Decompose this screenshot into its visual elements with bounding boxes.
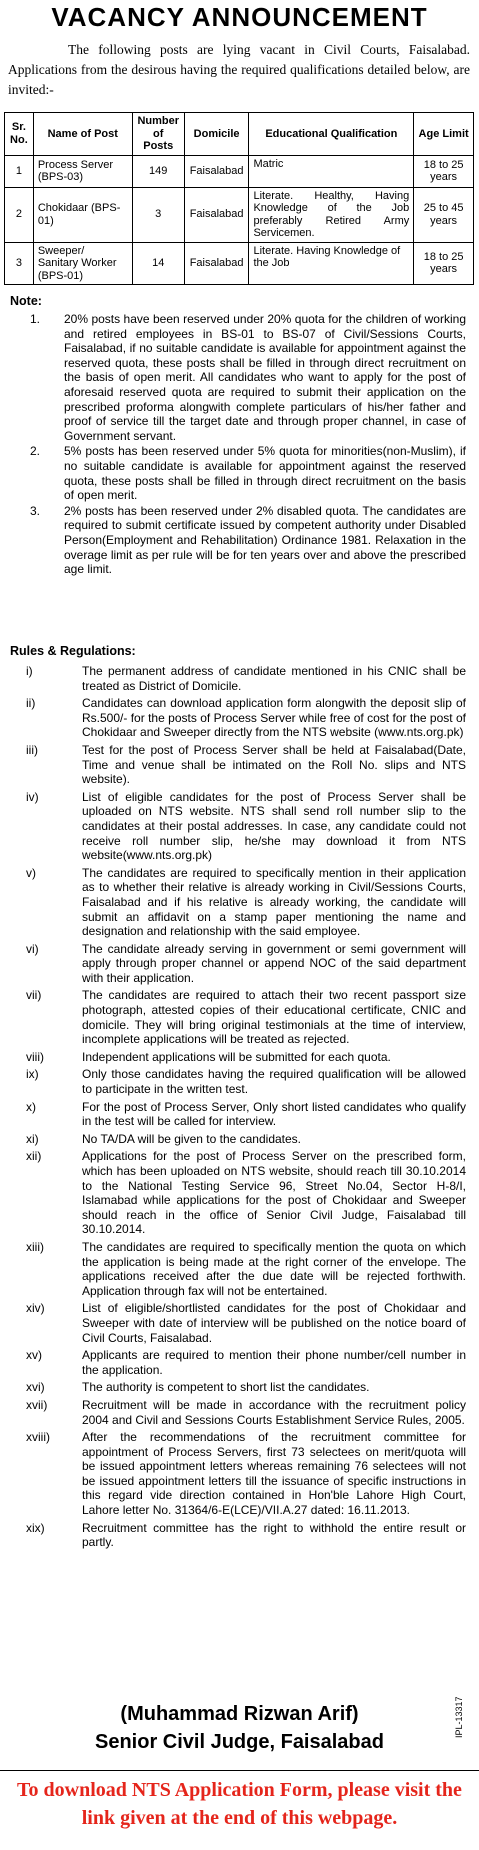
posts-table — [4, 112, 474, 285]
side-code: IPL-13317 — [454, 1696, 464, 1738]
rule-text: Applicants are required to mention their phone number/cell number in the application. — [82, 1348, 466, 1377]
rule-text: For the post of Process Server, Only short listed candidates who qualify in the test will be called for interview. — [82, 1099, 466, 1129]
note-number: 1. — [30, 312, 41, 326]
rule-text: Candidates can download application form alongwith the deposit slip of Rs.500/- for the posts of Process Server while free of cost for the post of Chokidaar and Sweeper directly from the NTS website (www.nts.org.pk) — [82, 696, 466, 740]
cell-age: 25 to 45 years — [414, 187, 474, 242]
page-title: VACANCY ANNOUNCEMENT — [51, 2, 428, 32]
notes-list — [30, 312, 466, 578]
rule-text: After the recommendations of the recruitment committee for appointment of Process Servers, first 73 selectees on merit/quota will be issued appointment letters whereas remaining 76 selectees will not be issued appointment letters till the issuance of specific instructions in this regard vide direction contained in Hon'ble Lahore High Court, Lahore letter No. 31364/6-E(LCE)/VII.A.27 dated: 16.11.2013. — [82, 1430, 466, 1518]
note-number: 3. — [30, 503, 41, 518]
list-item — [26, 1398, 466, 1427]
note-text: 2% posts has been reserved under 2% disabled quota. The candidates are required to submit certificate issued by competent authority under Disabled Person(Employment and Rehabilitation) Ordinance 1981. Relaxation in the overage limit as per rule will be for ten years over and above the prescribed age limit. — [64, 503, 466, 577]
signature-block — [0, 1700, 479, 1756]
rule-number: vii) — [26, 988, 42, 1003]
rule-number: v) — [26, 865, 36, 880]
list-item — [26, 1100, 466, 1129]
cell-count: 3 — [132, 187, 184, 242]
header-post-name: Name of Post — [33, 113, 132, 156]
list-item — [26, 1050, 466, 1065]
header-sr-no: Sr. No. — [5, 113, 34, 156]
table-row — [5, 187, 474, 242]
list-item — [30, 312, 466, 443]
rule-number: viii) — [26, 1049, 44, 1064]
list-item — [26, 1430, 466, 1518]
list-item — [26, 942, 466, 986]
rule-number: xviii) — [26, 1430, 50, 1445]
rule-text: No TA/DA will be given to the candidates. — [82, 1131, 302, 1146]
rule-text: Test for the post of Process Server shall be held at Faisalabad(Date, Time and venue shall be intimated on the Roll No. slips and NTS website). — [82, 742, 466, 787]
rule-number: xii) — [26, 1149, 42, 1164]
cell-sr: 3 — [5, 242, 34, 285]
header-qualification: Educational Qualification — [249, 113, 414, 156]
rule-number: ii) — [26, 696, 36, 711]
list-item — [26, 866, 466, 939]
rule-number: ix) — [26, 1067, 39, 1082]
list-item — [26, 1301, 466, 1345]
table-row — [5, 242, 474, 285]
cell-sr: 2 — [5, 187, 34, 242]
rule-text: Recruitment committee has the right to withhold the entire result or partly. — [82, 1520, 466, 1550]
list-item — [26, 790, 466, 863]
rule-number: xi) — [26, 1131, 39, 1146]
cell-count: 14 — [132, 242, 184, 285]
notes-heading: Note: — [10, 294, 42, 308]
list-item — [26, 1380, 466, 1395]
note-number: 2. — [30, 444, 41, 459]
rule-text: The permanent address of candidate mentioned in his CNIC shall be treated as District of Domicile. — [82, 664, 466, 693]
rule-text: The candidate already serving in government or semi government will apply through proper channel or append NOC of the said department with their application. — [82, 941, 466, 985]
list-item — [26, 1348, 466, 1377]
rule-text: The candidates are required to attach their two recent passport size photograph, attested copies of their educational certificate, CNIC and domicile. They will bring original testimonials at the time of interview, incomplete applications will be treated as rejected. — [82, 988, 466, 1047]
rule-number: xvi) — [26, 1380, 45, 1395]
divider — [0, 1770, 479, 1771]
cell-post: Process Server (BPS-03) — [33, 155, 132, 187]
intro-paragraph: The following posts are lying vacant in Civil Courts, Faisalabad. Applications from the desirous having the required qualifications detailed below, are invited:- — [8, 42, 470, 97]
header-domicile: Domicile — [184, 113, 249, 156]
list-item — [30, 504, 466, 577]
cell-age: 18 to 25 years — [414, 155, 474, 187]
header-number-of-posts: Number of Posts — [132, 113, 184, 156]
list-item — [26, 743, 466, 787]
rule-number: i) — [26, 664, 33, 678]
rule-number: xiv) — [26, 1301, 45, 1316]
rule-text: Only those candidates having the required qualification will be allowed to participate in the written test. — [82, 1067, 466, 1097]
rule-number: iv) — [26, 789, 39, 804]
rule-number: vi) — [26, 941, 39, 956]
cell-count: 149 — [132, 155, 184, 187]
header-age-limit: Age Limit — [414, 113, 474, 156]
download-notice: To download NTS Application Form, please visit the link given at the end of this webpage. — [17, 1779, 462, 1829]
rule-text: List of eligible candidates for the post of Process Server shall be uploaded on NTS website. NTS shall send roll number slip to the candidates at their postal addresses. In case, any candidate could not receive roll number slip, he/she may download it from NTS website(www.nts.org.pk) — [82, 789, 466, 863]
list-item — [26, 696, 466, 740]
rule-text: The candidates are required to specifically mention the quota on which the application is being made at the right corner of the envelope. The applications received after the due date will be rejected forthwith. Application through fax will not be entertained. — [82, 1239, 466, 1298]
cell-domicile: Faisalabad — [184, 155, 249, 187]
list-item — [26, 1149, 466, 1237]
signature-title: Senior Civil Judge, Faisalabad — [95, 1731, 384, 1753]
cell-qualification: Literate. Healthy, Having Knowledge of the Job preferably Retired Army Servicemen. — [249, 187, 414, 242]
rules-heading: Rules & Regulations: — [10, 644, 136, 658]
rule-text: The candidates are required to specifically mention in their application as to whether their relative is already working in Civil/Sessions Courts, Faisalabad and if his relative is already working, the candidate will submit an affidavit on a stamp paper mentioning the name and designation and relationship with the said employee. — [82, 865, 466, 939]
rule-text: Recruitment will be made in accordance with the recruitment policy 2004 and Civil and Sessions Courts Establishment Service Rules, 2005. — [82, 1397, 466, 1427]
rule-number: xiii) — [26, 1239, 44, 1254]
rule-text: List of eligible/shortlisted candidates for the post of Chokidaar and Sweeper with date of interview will be published on the notice board of Civil Courts, Faisalabad. — [82, 1301, 466, 1345]
rule-text: Applications for the post of Process Server on the prescribed form, which has been uploaded on NTS website, should reach till 30.10.2014 to the National Testing Service 96, Street No.04, Sector H-8/I, Islamabad while applications for the post of Chokidaar and Sweeper should reach in the office of Senior Civil Judge, Faisalabad till 30.10.2014. — [82, 1149, 466, 1237]
cell-post: Chokidaar (BPS-01) — [33, 187, 132, 242]
list-item — [30, 444, 466, 502]
list-item — [26, 1240, 466, 1298]
rule-number: xix) — [26, 1520, 45, 1535]
list-item — [26, 988, 466, 1046]
rule-number: x) — [26, 1099, 36, 1114]
table-row — [5, 155, 474, 187]
note-text: 5% posts has been reserved under 5% quota for minorities(non-Muslim), if no suitable candidate is available for appointment against the reserved quota, these posts shall be filled in through direct recruitment on the basis of open merit. — [64, 444, 466, 503]
table-header-row — [5, 113, 474, 156]
rule-text: Independent applications will be submitted for each quota. — [82, 1049, 391, 1064]
rule-number: xv) — [26, 1348, 42, 1363]
rule-text: The authority is competent to short list the candidates. — [82, 1380, 370, 1395]
rule-number: iii) — [26, 742, 38, 757]
cell-age: 18 to 25 years — [414, 242, 474, 285]
cell-qualification: Literate. Having Knowledge of the Job — [249, 242, 414, 285]
list-item — [26, 1521, 466, 1550]
list-item — [26, 1132, 466, 1147]
list-item — [26, 664, 466, 693]
cell-domicile: Faisalabad — [184, 187, 249, 242]
cell-qualification: Matric — [249, 155, 414, 187]
signature-name: (Muhammad Rizwan Arif) — [120, 1703, 359, 1725]
rules-list — [26, 664, 466, 1553]
cell-sr: 1 — [5, 155, 34, 187]
cell-domicile: Faisalabad — [184, 242, 249, 285]
cell-post: Sweeper/ Sanitary Worker (BPS-01) — [33, 242, 132, 285]
rule-number: xvii) — [26, 1397, 48, 1412]
list-item — [26, 1067, 466, 1096]
note-text: 20% posts have been reserved under 20% quota for the children of working and retired employees in BS-01 to BS-07 of Civil/Sessions Courts, Faisalabad, if no suitable candidate is available for appointment against the reserved quota, these posts shall be filled in through direct recruitment on the basis of open merit. All candidates who want to apply for the post of aforesaid reserved quota are required to submit their application on the prescribed proforma alongwith complete particulars of his/her father and proof of service till the target date and through proper channel, in case of Government servant. — [64, 312, 466, 443]
